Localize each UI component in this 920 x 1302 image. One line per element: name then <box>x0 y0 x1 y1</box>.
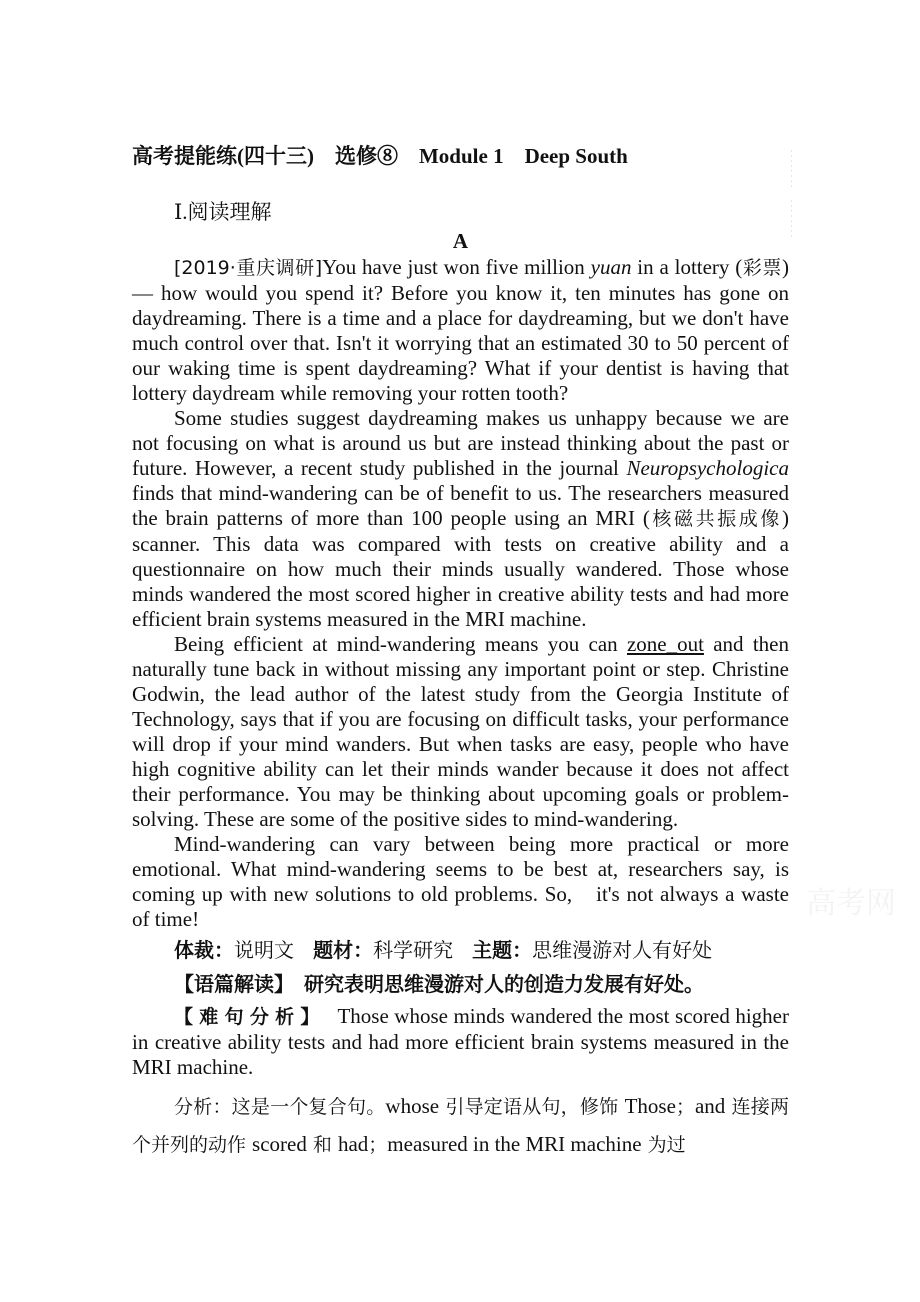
passage-paragraph-1 <box>132 255 789 406</box>
theme-label: 主题： <box>472 938 533 962</box>
text-run: Mind-wandering can vary between being more practical or more emotional. What mind-wandering seems to be best at, researchers say, is coming up with new solutions to old problems. So, it's not always a waste of time! <box>132 832 789 931</box>
analysis-text: 分析：这是一个复合句。 <box>174 1096 386 1118</box>
text-run: and then naturally tune back in without missing any important point or step. Christine Godwin, the lead author of the latest study from the Georgia Institute of Technology, says that if you are focusing on difficult tasks, your performance will drop if your mind wanders. But when tasks are easy, people who have high cognitive ability can let their minds wander because it does not affect their performance. You may be thinking about upcoming goals or problem-solving. These are some of the positive sides to mind-wandering. <box>132 632 789 831</box>
analysis-term: whose <box>385 1094 440 1118</box>
chinese-gloss: 核磁共振成像 <box>649 508 782 530</box>
passage-label: A <box>452 229 469 253</box>
genre-label: 体裁： <box>174 938 234 962</box>
difficult-sentence <box>132 1004 789 1080</box>
text-run: ) scanner. This data was compared with tests on creative ability and a questionnaire on how much their minds usually wandered. Those whose minds wandered the most scored higher in creative ability tests and had more efficient brain systems measured in the MRI machine. <box>132 506 789 631</box>
passage-paragraph-4 <box>132 832 789 932</box>
passage-summary <box>174 970 789 998</box>
section-heading: Ⅰ.阅读理解 <box>174 200 272 224</box>
chinese-gloss: 彩票 <box>742 257 783 279</box>
analysis-text: 为过 <box>641 1134 686 1156</box>
analysis-term: and <box>694 1094 726 1118</box>
text-run: Some studies suggest daydreaming makes us unhappy because we are not focusing on what is around us but are instead thinking about the past or future. However, a recent study published in the journal <box>132 406 789 480</box>
watermark: 高考网 <box>806 886 896 921</box>
summary-label: 【语篇解读】 <box>174 972 284 996</box>
page-title: 高考提能练(四十三) 选修⑧ Module 1 Deep South <box>132 144 628 168</box>
text-run: You have just won five million <box>322 255 591 279</box>
topic-label: 题材： <box>313 938 374 962</box>
sentence-analysis <box>132 1088 789 1164</box>
underlined-phrase: zone_out <box>626 632 704 656</box>
text-run: Being efficient at mind-wandering means you can <box>174 632 627 656</box>
passage-paragraph-3 <box>132 632 789 832</box>
topic-value: 科学研究 <box>373 938 454 962</box>
journal-name: Neuropsychologica <box>626 456 789 480</box>
difficult-sentence-text: Those whose minds wandered the most scored higher in creative ability tests and had more efficient brain systems measured in the MRI machine. <box>132 1004 789 1079</box>
italic-word: yuan <box>590 255 632 279</box>
analysis-text: 连接两个并列的动作 <box>132 1096 789 1156</box>
source-tag: [2019·重庆调研] <box>174 257 323 279</box>
passage-paragraph-2 <box>132 406 789 632</box>
difficult-sentence-label: 【难句分析】 <box>174 1006 317 1028</box>
text-run: in a lottery ( <box>631 255 743 279</box>
document-page <box>132 140 789 1164</box>
analysis-term: scored <box>252 1132 307 1156</box>
analysis-text: 和 <box>306 1134 338 1156</box>
article-meta <box>174 936 789 964</box>
analysis-term: measured in the MRI machine <box>387 1132 642 1156</box>
analysis-text: ； <box>675 1096 695 1118</box>
analysis-text: 引导定语从句，修饰 <box>439 1096 625 1118</box>
analysis-term: Those <box>624 1094 676 1118</box>
edge-mark-top <box>791 150 792 190</box>
analysis-text: ； <box>368 1134 388 1156</box>
summary-text: 研究表明思维漫游对人的创造力发展有好处。 <box>304 972 704 996</box>
genre-value: 说明文 <box>234 938 294 962</box>
analysis-term: had <box>337 1132 369 1156</box>
theme-value: 思维漫游对人有好处 <box>532 938 713 962</box>
text-run: finds that mind-wandering can be of benefit to us. The researchers measured the brain patterns of more than 100 people using an MRI ( <box>132 481 789 530</box>
text-run: ) — how would you spend it? Before you know it, ten minutes has gone on daydreaming. There is a time and a place for daydreaming, but we don't have much control over that. Isn't it worrying that an estimated 30 to 50 percent of our waking time is spent daydreaming? What if your dentist is having that lottery daydream while removing your rotten tooth? <box>132 255 790 405</box>
edge-mark-second <box>791 200 792 240</box>
